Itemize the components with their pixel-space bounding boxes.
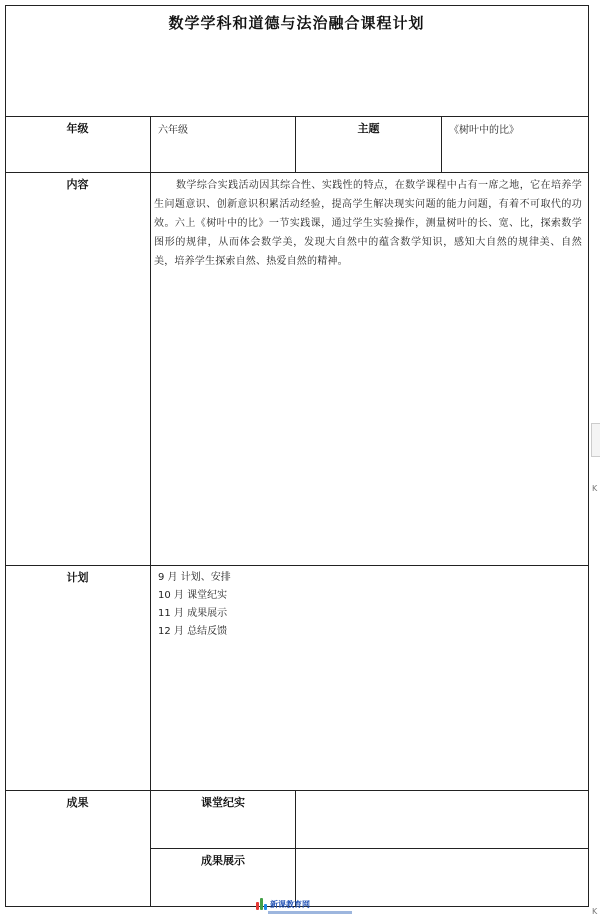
border-row-3	[5, 565, 589, 566]
plan-label: 计划	[66, 571, 89, 584]
border-row-5	[150, 848, 589, 849]
watermark-logo	[256, 898, 310, 910]
content-label: 内容	[66, 178, 89, 191]
grade-label: 年级	[66, 122, 89, 135]
document-title: 数学学科和道德与法治融合课程计划	[168, 14, 425, 32]
results-label: 成果	[66, 796, 89, 809]
plan-item: 12 月 总结反馈	[158, 626, 228, 637]
corner-mark-bottom: K	[592, 907, 598, 916]
bars-icon	[256, 898, 268, 910]
results-row-showcase-label: 成果展示	[201, 854, 245, 867]
topic-value: 《树叶中的比》	[449, 125, 519, 136]
scroll-handle[interactable]	[591, 423, 600, 457]
border-right	[588, 5, 589, 907]
border-row-2	[5, 172, 589, 173]
border-col-mid-3	[295, 790, 296, 907]
border-top	[5, 5, 589, 6]
plan-item: 9 月 计划、安排	[158, 572, 231, 583]
content-text: 数学综合实践活动因其综合性、实践性的特点，在数学课程中占有一席之地，它在培养学生问题意识、创新意识积累活动经验，提高学生解决现实问题的能力问题，有着不可取代的功效。六上《树叶中的比》一节实践课，通过学生实验操作，测量树叶的长、宽、比，探索数学图形的规律，从而体会数学美，发现大自然中的蕴含数学知识，感知大自然的规律美、自然美，培养学生探索自然、热爱自然的精神。	[154, 180, 582, 267]
watermark-underline	[268, 911, 352, 914]
border-row-1	[5, 116, 589, 117]
results-row-classroom-label: 课堂纪实	[201, 796, 245, 809]
border-left	[5, 5, 6, 907]
plan-list	[158, 569, 231, 641]
plan-item: 11 月 成果展示	[158, 608, 228, 619]
border-row-4	[5, 790, 589, 791]
border-col-label	[150, 116, 151, 907]
plan-item: 10 月 课堂纪实	[158, 590, 228, 601]
corner-mark: K	[592, 484, 598, 493]
border-col-mid-2	[441, 116, 442, 173]
watermark-text: 新课教育网	[270, 899, 310, 909]
topic-label: 主题	[357, 122, 380, 135]
grade-value: 六年级	[158, 125, 188, 136]
